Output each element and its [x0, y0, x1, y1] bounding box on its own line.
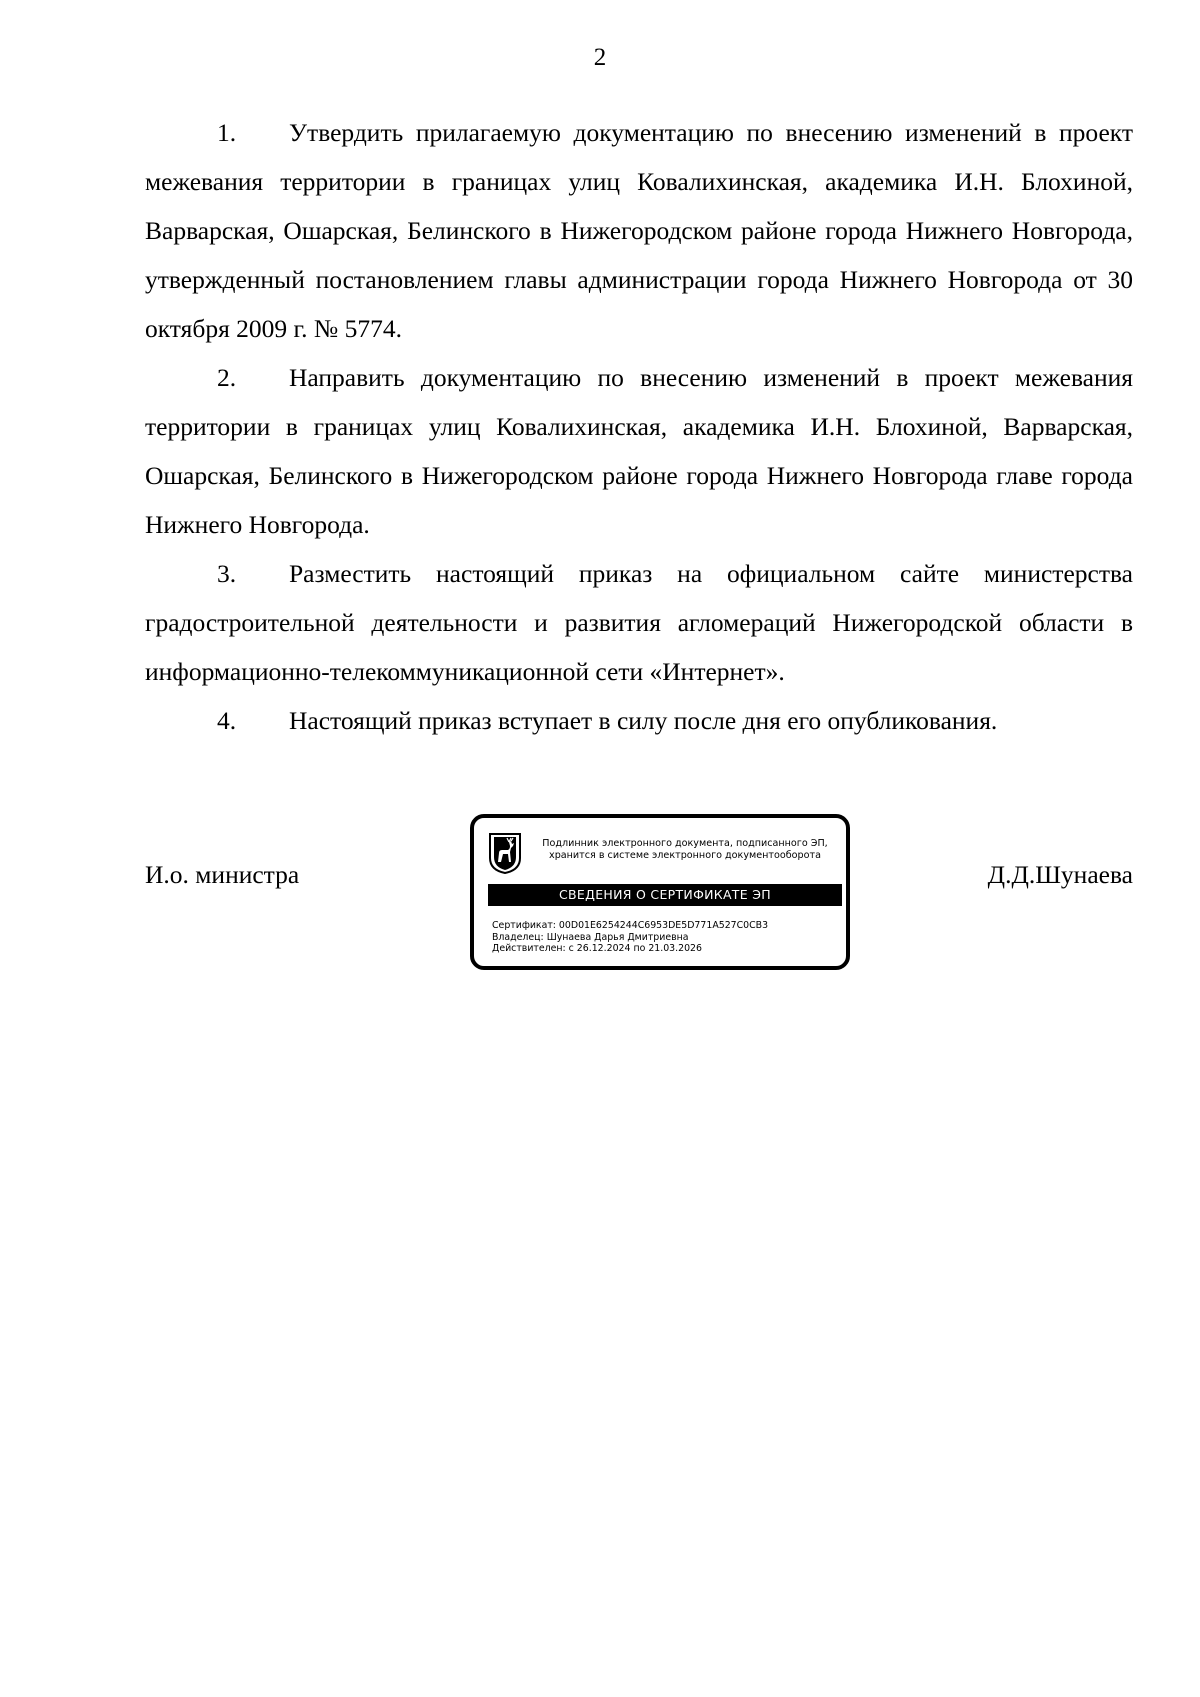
stamp-title-bar: СВЕДЕНИЯ О СЕРТИФИКАТЕ ЭП [488, 884, 842, 906]
order-item-3 [145, 549, 1133, 696]
item-number: 2. [217, 363, 237, 392]
item-text: Утвердить прилагаемую документацию по внесению изменений в проект межевания территории в границах улиц Ковалихинская, академика И.Н. Блохиной, Варварская, Ошарская, Белинского в Нижегородском районе города Нижнего Новгорода, утвержденный постановлением главы администрации города Нижнего Новгорода от 30 октября 2009 г. № 5774. [145, 118, 1133, 343]
order-item-1 [145, 108, 1133, 353]
deer-emblem-icon [488, 832, 522, 874]
item-text: Направить документацию по внесению изменений в проект межевания территории в границах улиц Ковалихинская, академика И.Н. Блохиной, Варварская, Ошарская, Белинского в Нижегородском районе города Нижнего Новгорода главе города Нижнего Новгорода. [145, 363, 1133, 539]
order-item-2 [145, 353, 1133, 549]
order-body [145, 108, 1133, 745]
item-text: Разместить настоящий приказ на официальном сайте министерства градостроительной деятельности и развития агломераций Нижегородской области в информационно-телекоммуникационной сети «Интернет». [145, 559, 1133, 686]
item-text: Настоящий приказ вступает в силу после дня его опубликования. [289, 706, 998, 735]
stamp-header [524, 838, 846, 862]
stamp-header-line: хранится в системе электронного документооборота [549, 850, 821, 861]
stamp-header-line: Подлинник электронного документа, подписанного ЭП, [542, 838, 828, 849]
item-number: 4. [217, 706, 237, 735]
electronic-signature-stamp [470, 814, 850, 970]
order-item-4 [145, 696, 1133, 745]
item-number: 1. [217, 118, 237, 147]
signatory-position: И.о. министра [145, 860, 300, 889]
item-number: 3. [217, 559, 237, 588]
certificate-owner: Владелец: Шунаева Дарья Дмитриевна [492, 931, 689, 943]
certificate-number: Сертификат: 00D01E6254244C6953DE5D771A527C0CB3 [492, 920, 769, 931]
signatory-name: Д.Д.Шунаева [987, 860, 1133, 889]
certificate-details [492, 920, 842, 955]
certificate-validity: Действителен: с 26.12.2024 по 21.03.2026 [492, 943, 702, 954]
page-number: 2 [593, 44, 607, 71]
